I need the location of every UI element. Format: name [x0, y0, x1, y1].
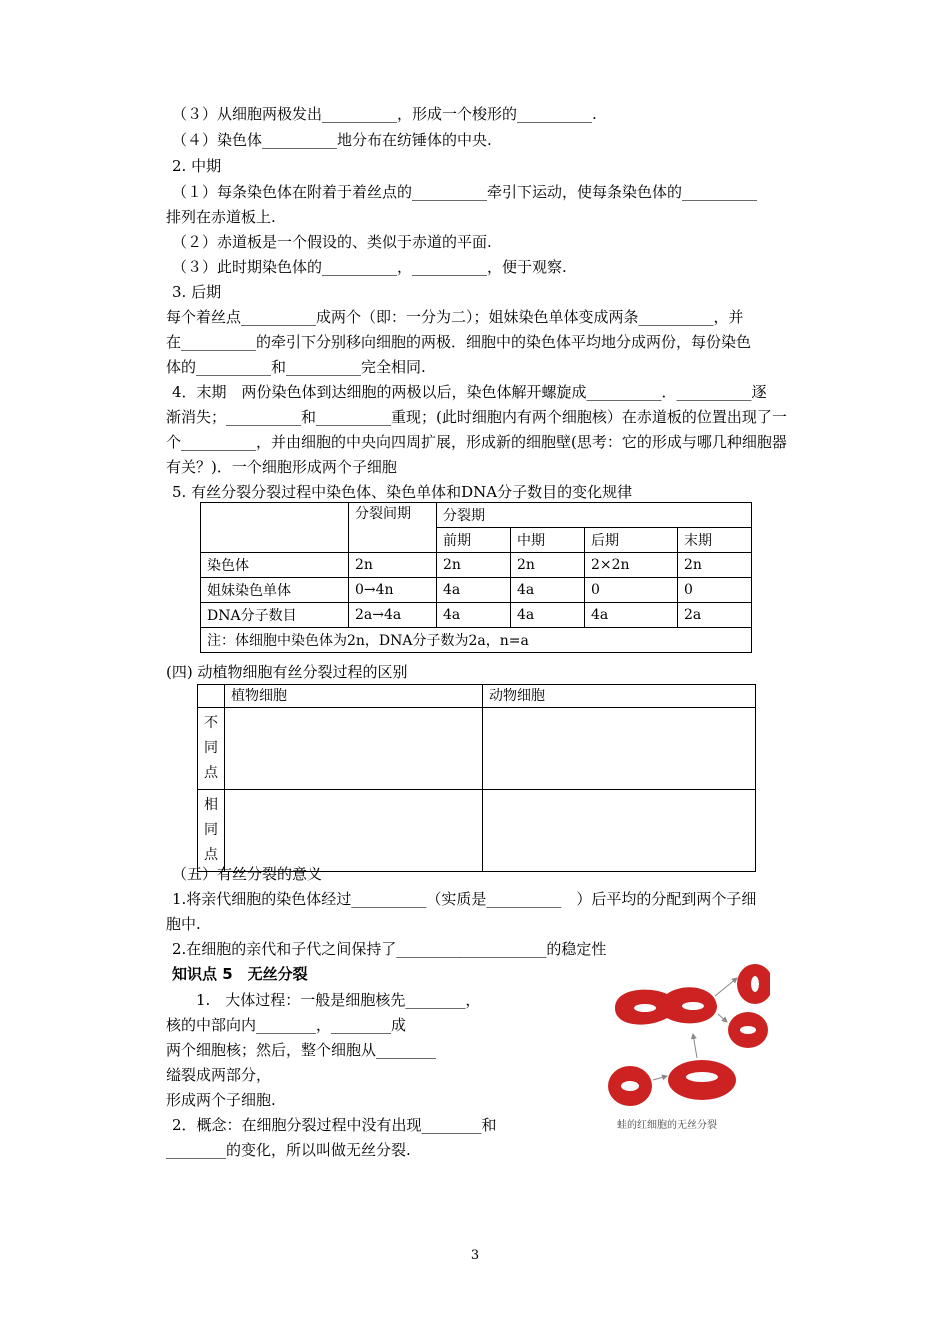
- text-line: 有关？)．一个细胞形成两个子细胞: [166, 458, 397, 476]
- cell-mid-right: [728, 1012, 768, 1048]
- table-cell: 染色体: [201, 553, 349, 578]
- cell-left-dividing: [615, 987, 717, 1024]
- table-corner: [198, 685, 225, 708]
- header-prophase: 前期: [437, 528, 511, 553]
- arrow-icon: [715, 978, 737, 996]
- text-line: 排列在赤道板上.: [166, 208, 276, 226]
- header-division: 分裂期: [437, 503, 752, 528]
- text-line: 每个着丝点__________成两个（即：一分为二）；姐妹染色单体变成两条__________，并: [166, 308, 744, 326]
- cell-top-right: [737, 964, 770, 1004]
- text-line: 2．概念：在细胞分裂过程中没有出现________和: [172, 1116, 497, 1134]
- text-line: 胞中.: [166, 915, 201, 933]
- table-cell: 2n: [349, 553, 437, 578]
- cell-bottom-right: [668, 1060, 736, 1100]
- header-telophase: 末期: [678, 528, 752, 553]
- header-anaphase: 后期: [584, 528, 677, 553]
- section-heading: (四) 动植物细胞有丝分裂过程的区别: [166, 663, 408, 681]
- section-title: 知识点 5 无丝分裂: [172, 965, 308, 983]
- header-plant-cell: 植物细胞: [225, 685, 483, 708]
- section-heading: （五）有丝分裂的意义: [172, 865, 323, 883]
- text-line: （１）每条染色体在附着于着丝点的__________牵引下运动，使每条染色体的__________: [172, 183, 758, 201]
- table-cell: 2×2n: [584, 553, 677, 578]
- table-cell: 2a: [678, 603, 752, 628]
- section-heading: 3. 后期: [172, 283, 222, 301]
- table-cell: DNA分子数目: [201, 603, 349, 628]
- text-line: （３）此时期染色体的__________，__________，便于观察.: [172, 258, 567, 276]
- header-metaphase: 中期: [510, 528, 584, 553]
- table-cell: 2n: [678, 553, 752, 578]
- text-line: 5. 有丝分裂分裂过程中染色体、染色单体和DNA分子数目的变化规律: [172, 483, 633, 501]
- text-line: 两个细胞核；然后，整个细胞从________: [166, 1041, 437, 1059]
- table-cell: 0→4n: [349, 578, 437, 603]
- text-line: 核的中部向内________，________成: [166, 1016, 407, 1034]
- table-cell: 2a→4a: [349, 603, 437, 628]
- amitosis-figure: [605, 958, 770, 1138]
- table-cell: [483, 708, 756, 790]
- table-cell: 4a: [437, 578, 511, 603]
- arrow-icon: [718, 1014, 727, 1022]
- header-interphase: 分裂间期: [349, 503, 437, 553]
- text-line: 形成两个子细胞.: [166, 1091, 276, 1109]
- section-heading: 2. 中期: [172, 157, 222, 175]
- row-label-differences: 不同点: [198, 708, 225, 790]
- page-number: 3: [470, 1248, 480, 1263]
- text-line: 在__________的牵引下分别移向细胞的两极．细胞中的染色体平均地分成两份，每份染色: [166, 333, 752, 351]
- table-row: [201, 603, 752, 628]
- table-cell: 4a: [510, 603, 584, 628]
- table-cell: 0: [678, 578, 752, 603]
- table-cell: 4a: [584, 603, 677, 628]
- text-line: 渐消失；__________和__________重现；(此时细胞内有两个细胞核）在赤道板的位置出现了一: [166, 408, 787, 426]
- table-cell: 0: [584, 578, 677, 603]
- table-corner: [201, 503, 349, 553]
- chromosome-count-table: [200, 502, 752, 653]
- table-cell: [225, 708, 483, 790]
- arrow-icon: [693, 1034, 697, 1058]
- table-cell: 2n: [510, 553, 584, 578]
- cell-bottom-left: [608, 1066, 652, 1106]
- table-cell: [483, 790, 756, 872]
- comparison-table: [197, 684, 756, 872]
- figure-caption: 蛙的红细胞的无丝分裂: [617, 1120, 717, 1131]
- text-line: （２）赤道板是一个假设的、类似于赤道的平面.: [172, 233, 492, 251]
- text-line: 体的__________和__________完全相同.: [166, 358, 426, 376]
- table-cell: 4a: [510, 578, 584, 603]
- table-cell: 姐妹染色单体: [201, 578, 349, 603]
- text-line: （４）染色体__________地分布在纺锤体的中央.: [172, 131, 492, 149]
- text-line: （３）从细胞两极发出__________，形成一个梭形的__________.: [172, 105, 597, 123]
- row-label-similarities: 相同点: [198, 790, 225, 872]
- text-line: 个__________，并由细胞的中央向四周扩展，形成新的细胞壁(思考：它的形成与哪几种细胞器: [166, 433, 787, 451]
- text-line: ________的变化，所以叫做无丝分裂.: [166, 1141, 411, 1159]
- text-line: 缢裂成两部分，: [166, 1066, 272, 1084]
- table-cell: 4a: [437, 603, 511, 628]
- table-row: [201, 553, 752, 578]
- text-line: 1.将亲代细胞的染色体经过__________（实质是__________ ）后平均的分配到两个子细: [172, 890, 757, 908]
- table-cell: 2n: [437, 553, 511, 578]
- table-note: 注：体细胞中染色体为2n，DNA分子数为2a，n=a: [201, 628, 752, 653]
- table-cell: [225, 790, 483, 872]
- text-line: 1. 大体过程：一般是细胞核先________，: [196, 991, 481, 1009]
- arrow-icon: [653, 1076, 667, 1080]
- text-line: 4．末期 两份染色体到达细胞的两极以后，染色体解开螺旋成__________．__________逐: [172, 383, 767, 401]
- text-line: 2.在细胞的亲代和子代之间保持了____________________的稳定性: [172, 940, 607, 958]
- header-animal-cell: 动物细胞: [483, 685, 756, 708]
- table-row: [201, 578, 752, 603]
